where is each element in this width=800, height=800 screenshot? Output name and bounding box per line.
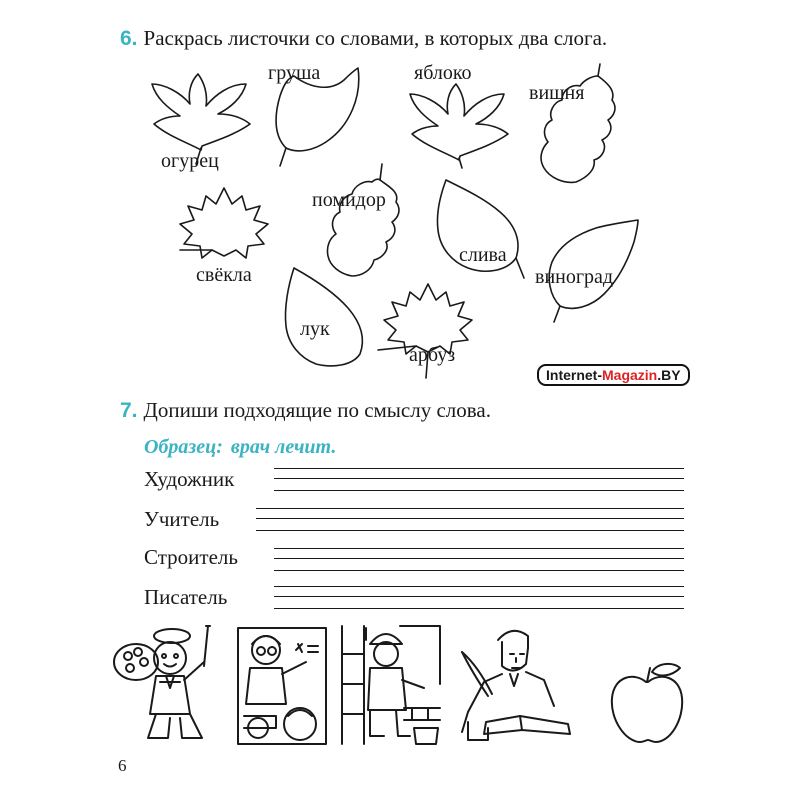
task-6-number: 6.: [120, 27, 138, 50]
writer-with-quill-icon: [458, 622, 578, 746]
chestnut-leaf-icon[interactable]: [146, 72, 256, 162]
leaf-word-yabloko: яблоко: [414, 62, 472, 84]
leaf-word-vishnya: вишня: [529, 82, 585, 104]
sample-text: врач лечит.: [230, 436, 337, 458]
watermark-part-1: Internet-: [546, 367, 602, 383]
task-7-text: Допиши подходящие по смыслу слова.: [143, 398, 491, 422]
profession-label: Учитель: [144, 507, 220, 531]
answer-lines[interactable]: [256, 506, 684, 536]
task-7-number: 7.: [120, 399, 138, 422]
task-7-heading: [120, 398, 491, 423]
builder-child-icon: [340, 624, 444, 746]
leaf-word-vinograd: виноград: [535, 266, 614, 288]
answer-lines[interactable]: [274, 546, 684, 576]
answer-lines[interactable]: [274, 584, 684, 614]
task-6-heading: [120, 26, 607, 51]
profession-label: Строитель: [144, 545, 238, 569]
leaf-word-arbuz: арбуз: [409, 344, 456, 366]
oak-leaf-icon[interactable]: [322, 166, 406, 282]
chestnut-leaf-icon[interactable]: [404, 82, 514, 172]
sample-label: Образец:: [144, 436, 223, 458]
profession-label: Писатель: [144, 585, 228, 609]
teacher-at-board-icon: [236, 624, 328, 746]
artist-child-icon: [108, 622, 232, 746]
apple-icon: [608, 662, 686, 746]
watermark-badge: [537, 364, 690, 386]
leaf-word-sliva: слива: [459, 244, 507, 266]
leaf-word-pomidor: помидор: [312, 189, 386, 211]
page-number: 6: [118, 756, 127, 775]
sample-line: [144, 436, 336, 459]
watermark-part-3: .BY: [657, 367, 681, 383]
leaf-word-grusha: груша: [268, 62, 321, 84]
leaf-word-svekla: свёкла: [196, 264, 252, 286]
maple-leaf-icon[interactable]: [176, 186, 272, 268]
leaf-word-ogurec: огурец: [161, 150, 219, 172]
leaf-word-luk: лук: [300, 318, 330, 340]
watermark-part-2: Magazin: [602, 367, 658, 383]
task-6-text: Раскрась листочки со словами, в которых два слога.: [143, 26, 608, 50]
profession-label: Художник: [144, 467, 235, 491]
answer-lines[interactable]: [274, 466, 684, 496]
